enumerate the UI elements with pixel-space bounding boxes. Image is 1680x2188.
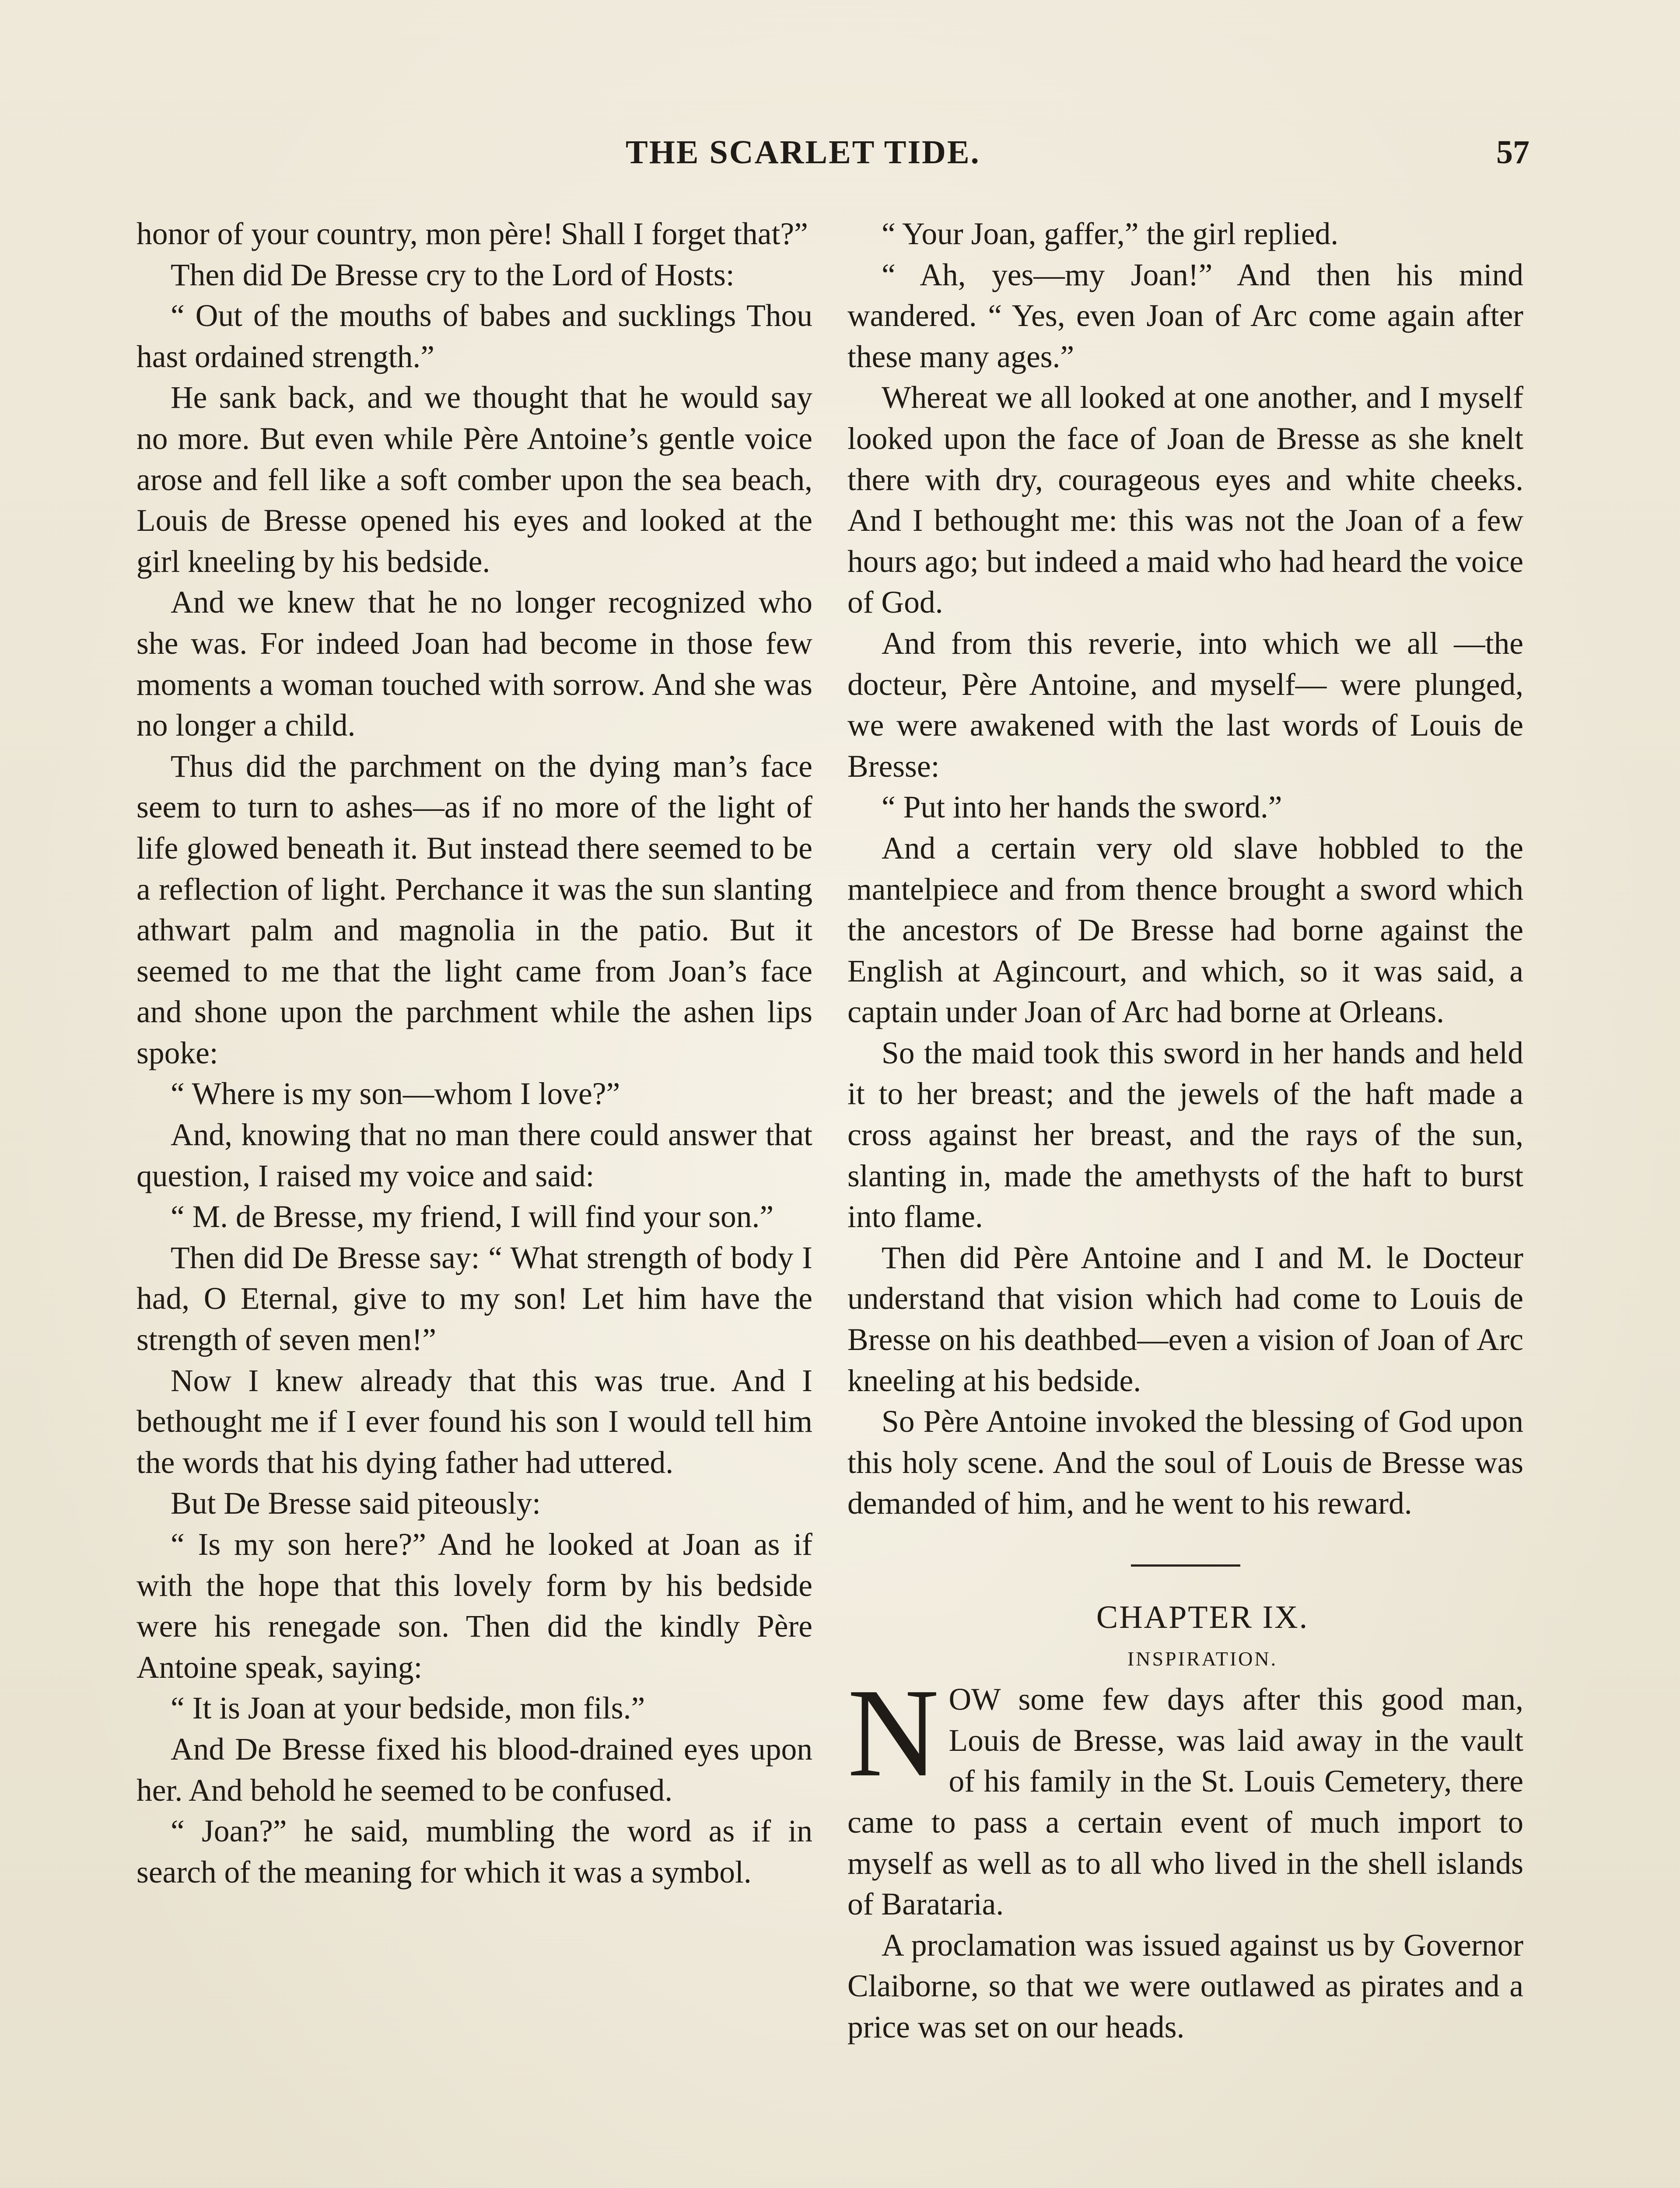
paragraph: “ Joan?” he said, mumbling the word as if in search of the meaning for which it was a symbol. bbox=[136, 1814, 812, 1890]
paragraph: Now I knew already that this was true. And I bethought me if I ever found his son I would tell him the words that his dying father had uttered. bbox=[136, 1363, 812, 1480]
chapter-subtitle: INSPIRATION. bbox=[1127, 1647, 1278, 1670]
paragraph: And from this reverie, into which we all —the docteur, Père Antoine, and myself— were plunged, we were awakened with the last words of Louis de Bresse: bbox=[847, 626, 1523, 784]
paragraph: “ Is my son here?” And he looked at Joan as if with the hope that this lovely form by his bedside were his renegade son. Then did the kindly Père Antoine speak, saying: bbox=[136, 1527, 812, 1685]
paragraph: But De Bresse said piteously: bbox=[171, 1486, 541, 1521]
drop-cap: N bbox=[847, 1662, 939, 1803]
paragraph: He sank back, and we thought that he would say no more. But even while Père Antoine’s gentle voice arose and fell like a soft comber upon the sea beach, Louis de Bresse opened his eyes and looked at the girl kneeling by his bedside. bbox=[136, 380, 812, 579]
paragraph: “ Put into her hands the sword.” bbox=[882, 790, 1282, 825]
paragraph: And a certain very old slave hobbled to the mantelpiece and from thence brought a sword which the ancestors of De Bresse had borne against the English at Agincourt, and which, so it was said, a captain under Joan of Arc had borne at Orleans. bbox=[847, 831, 1523, 1030]
paragraph: Then did De Bresse cry to the Lord of Hosts: bbox=[171, 257, 735, 292]
section-divider bbox=[1131, 1564, 1240, 1567]
paragraph: “ Ah, yes—my Joan!” And then his mind wandered. “ Yes, even Joan of Arc come again after these many ages.” bbox=[847, 257, 1523, 374]
running-title: THE SCARLET TIDE. bbox=[626, 134, 980, 171]
paragraph: Then did Père Antoine and I and M. le Docteur understand that vision which had come to Louis de Bresse on his deathbed—even a vision of Joan of Arc kneeling at his bedside. bbox=[847, 1240, 1523, 1398]
paragraph: honor of your country, mon père! Shall I forget that?” bbox=[136, 217, 808, 251]
left-column bbox=[136, 214, 812, 1893]
paragraph: A proclamation was issued against us by Governor Claiborne, so that we were outlawed as pirates and a price was set on our heads. bbox=[847, 1928, 1523, 2044]
paragraph: And, knowing that no man there could answer that question, I raised my voice and said: bbox=[136, 1118, 812, 1193]
paragraph: “ Out of the mouths of babes and sucklings Thou hast ordained strength.” bbox=[136, 298, 812, 374]
opening-text: OW some few days after this good man, Louis de Bresse, was laid away in the vault of his family in the St. Louis Cemetery, there came to pass a certain event of much import to myself as well as to all who lived in the shell islands of Barataria. bbox=[847, 1682, 1523, 1922]
paragraph: And De Bresse fixed his blood-drained eyes upon her. And behold he seemed to be confused. bbox=[136, 1732, 812, 1808]
paragraph: So Père Antoine invoked the blessing of God upon this holy scene. And the soul of Louis de Bresse was demanded of him, and he went to his reward. bbox=[847, 1404, 1523, 1521]
page-number: 57 bbox=[1496, 134, 1530, 171]
chapter-opening-paragraph bbox=[847, 1662, 1523, 1925]
paragraph: Thus did the parchment on the dying man’s face seem to turn to ashes—as if no more of the light of life glowed beneath it. But instead there seemed to be a reflection of light. Perchance it was the sun slanting athwart palm and magnolia in the patio. But it seemed to me that the light came from Joan’s face and shone upon the parchment while the ashen lips spoke: bbox=[136, 749, 812, 1070]
paragraph: Then did De Bresse say: “ What strength of body I had, O Eternal, give to my son! Let him have the strength of seven men!” bbox=[136, 1240, 812, 1357]
paragraph: And we knew that he no longer recognized who she was. For indeed Joan had become in those few moments a woman touched with sorrow. And she was no longer a child. bbox=[136, 585, 812, 743]
right-column bbox=[847, 214, 1523, 2048]
paragraph: “ Your Joan, gaffer,” the girl replied. bbox=[882, 217, 1339, 251]
paragraph: Whereat we all looked at one another, and I myself looked upon the face of Joan de Bresse as she knelt there with dry, courageous eyes and white cheeks. And I bethought me: this was not the Joan of a few hours ago; but indeed a maid who had heard the voice of God. bbox=[847, 380, 1523, 620]
paragraph: So the maid took this sword in her hands and held it to her breast; and the jewels of the haft made a cross against her breast, and the rays of the sun, slanting in, made the amethysts of the haft to burst into flame. bbox=[847, 1035, 1523, 1234]
paragraph: “ It is Joan at your bedside, mon fils.” bbox=[171, 1691, 645, 1726]
chapter-title: CHAPTER IX. bbox=[1096, 1599, 1309, 1635]
paragraph: “ Where is my son—whom I love?” bbox=[171, 1076, 620, 1112]
paragraph: “ M. de Bresse, my friend, I will find your son.” bbox=[171, 1199, 774, 1234]
